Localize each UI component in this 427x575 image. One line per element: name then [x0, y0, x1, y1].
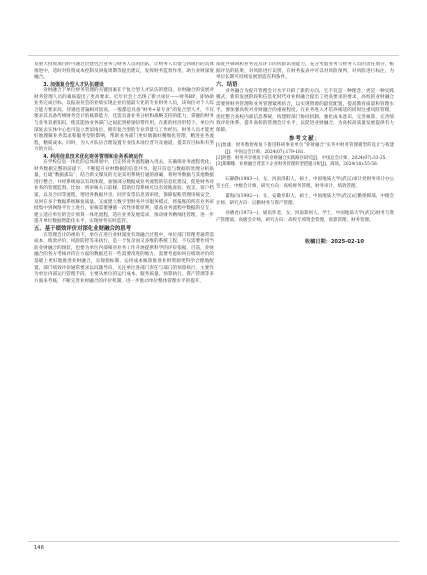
references-list [216, 143, 394, 168]
author-info [216, 177, 394, 224]
received-date: 收稿日期：2025-02-10 [304, 239, 364, 246]
subsection-heading-4: 4. 利用信息技术优化财务管理和业务系统运作 [43, 153, 144, 160]
author-name: 石静静 [225, 177, 239, 183]
paragraph-continued-right: 部复共频域和业务直点环节的风险识别能力，充分考虑业务与财务人员的责任划分，根据评估的结果，对风险进行识别，在财务报表中可以对风险预判，对风险进行标注，为单位长期可持续发展创造有利条件。 [216, 62, 394, 81]
left-column [34, 62, 214, 285]
author-entry [216, 211, 394, 224]
paragraph-talent: 业财融合下单位财务管理的关键因素在于复合型人才队伍的建设，业财融合的发展对财务管理人员的素质提出了更高要求。近年社会上出现了新兴岗位——财务BP，即协助业务完成目标，以报表业会的业绩实现企业价值最大化的专业财务人员，该岗位对个人综合能力要求高，待遇也普遍相对较高。一般都是具备“财务+某专业”的复合型人才，不仅要求其具备传统财务会计的核算能力，还需具备业务分析和战略支持的能力，掌握的财务与业务双重知识，使其能协业各部门之间起到桥梁纽带作用。在新的经济形势下，单位内部复去实体中心也可设立类似岗位，拥有复合型的专业背景与工作经历，财务人员才能更好地理解业务需求和服务型的影响，帮助业务部门更好地做好精细化管理，精进业务流程，精简成本。同时，为人才队伍合理设置专业技术岗位晋升及通道，提其有目标和有努力的方向。 [34, 88, 214, 153]
paragraph-information-tech: 在学校信息一体化的总体规划中，目定将业务流程融入进去，在确保业务流程优化、财务数据完整的前提下，不断提升业财数据的信息共享，提升信息与数据的处理分析质量，打破“数据孤岛”，结合新文媒及的无论采用系统打通的准确，将财务数据与其他数据进行整合，并经系统加以有效体现，加强部分数据成业务流程的信息化建设，促进财务对业务的管理监督。比如：将审核关口前移，借助打印系统可以有效地查验、收支、客户档案，以及合同等流程，增进各数据共享，同步发票信息到审批，保障报账管理审核安全，及时在多个数据系统修复质量。又或建立数字型财务共享服务模式，将报账的所有业务审批集中到网络平台上进行，审核需要遵循一次性审批原则，提高业务流程中数据的交互，建立适应单位的会计预算一体化流程，适应业务发展需求，推动财务精细化管理，进一步提升单位数据智能化水平，实现财务实时监管。 [34, 160, 214, 225]
section-heading-6: 六、结语 [216, 81, 238, 88]
author-entry [216, 177, 394, 190]
author-name: 董海向 [225, 194, 239, 200]
right-column [216, 62, 394, 245]
paragraph-performance: 在管理会计的视角下，单位在进行业财深度有效融合过程中，单位部门管理考通常需成本、绩效评价、风险防控等来执行，是一个复杂而又多维的系统工程，不仅需要作用当前业财融合的现状，也要为单位内部相对业务工作开展提供科学的评价依据，目前，业财融合的各方考核评价在方面的数据还有一些需要改进的地方，需要考虑如何在绩效评价的基础上更好地推进业财融合，实现指标制、运用成本核算推进业财资源更科学合理地配置。部门绩效评价通常要求以问题导向，关注单位各部门责任与部门的预算执行，主要作为单位内部运行管理手段，主要从单位的运行成本、服务质量、预算执行、资产管理等多方面来考核，不断完善业财融合的评价机制，进一步推动单位整体管理水平的提升。 [34, 232, 214, 284]
references-title: 参考文献： [289, 136, 321, 143]
author-bio: (1973—)，通讯作者，女，河南郑州人，学士，中国地质大学(武汉)财务与资产管理部，高级会计师，研究方向：高校专项资金管理，预算管理，财务管理。 [216, 211, 394, 223]
paragraph-continued: 及重大投资项目时可通过层建包告业务与财务人员的团队，让财务人员参与到项目的具体推进中，适时对投资成本控制及回报周期等提出建议，发挥财务监督作用，助力业财深度融合。 [34, 62, 214, 81]
section-heading-5: 五、基于绩效评价对深化业财融合的思考 [34, 225, 132, 232]
author-entry [216, 194, 394, 207]
author-bio: (1992—)，女，安徽阜阳人，硕士，中国地质大学(武汉)后勤保障部，中级会计师，研究方向：后勤财务与资产管理。 [216, 194, 394, 206]
subsection-heading-3: 3. 加强复合型人才队伍建设 [43, 81, 104, 88]
reference-item: [1]詹雄．财务数智视角下推进科研事业单位“业财融合”实务中财务管理模型的设计与构建[J]．中国总会计师，2024(07):179-181. [216, 143, 394, 155]
footer-rule [28, 541, 399, 542]
reference-item: [3]郑娜娜．业财融合背景下企业财务管理转型措施分析[J]．商场，2024(18):55-58. [216, 162, 379, 168]
author-name: 谷晓君 [225, 211, 239, 217]
page-number: 146 [34, 545, 44, 551]
author-bio: (1983—)，女，河南洛阳人，硕士，中国地质大学(武汉)审计处财务审计办公室主任，中级会计师，研究方向：高校财务管理、财务审计，绩效管理。 [216, 177, 394, 189]
reference-item: [2]阿德．财务共享视角下的业财融合实践路径研究[J]．中国总会计师，2024(07):33-35. [216, 155, 387, 161]
paragraph-conclusion: 业务融合为提升管理会计水平开辟了新的方向，它不仅是一种理念，更是一种实践模式。新的发展阶段和信息化时代对业财融合提出了更高要求的要求，高校的业财融合需要将财务管理和业务管理紧密结合，以实现资源的最优配置，提高教育质量和管理水平。要加强高校对业财融合的重视程度，在业务进入才培养相适的同时注重风险管理，优化整合高校内部信息系统，构建跨部门协同机制，强化成本意识，完善核算，完善绩效评价体系，提升高校的管理会计水平，以促进业财融合，为高校高质量发展提供有力保障。 [216, 88, 394, 133]
header-rule [28, 55, 399, 56]
